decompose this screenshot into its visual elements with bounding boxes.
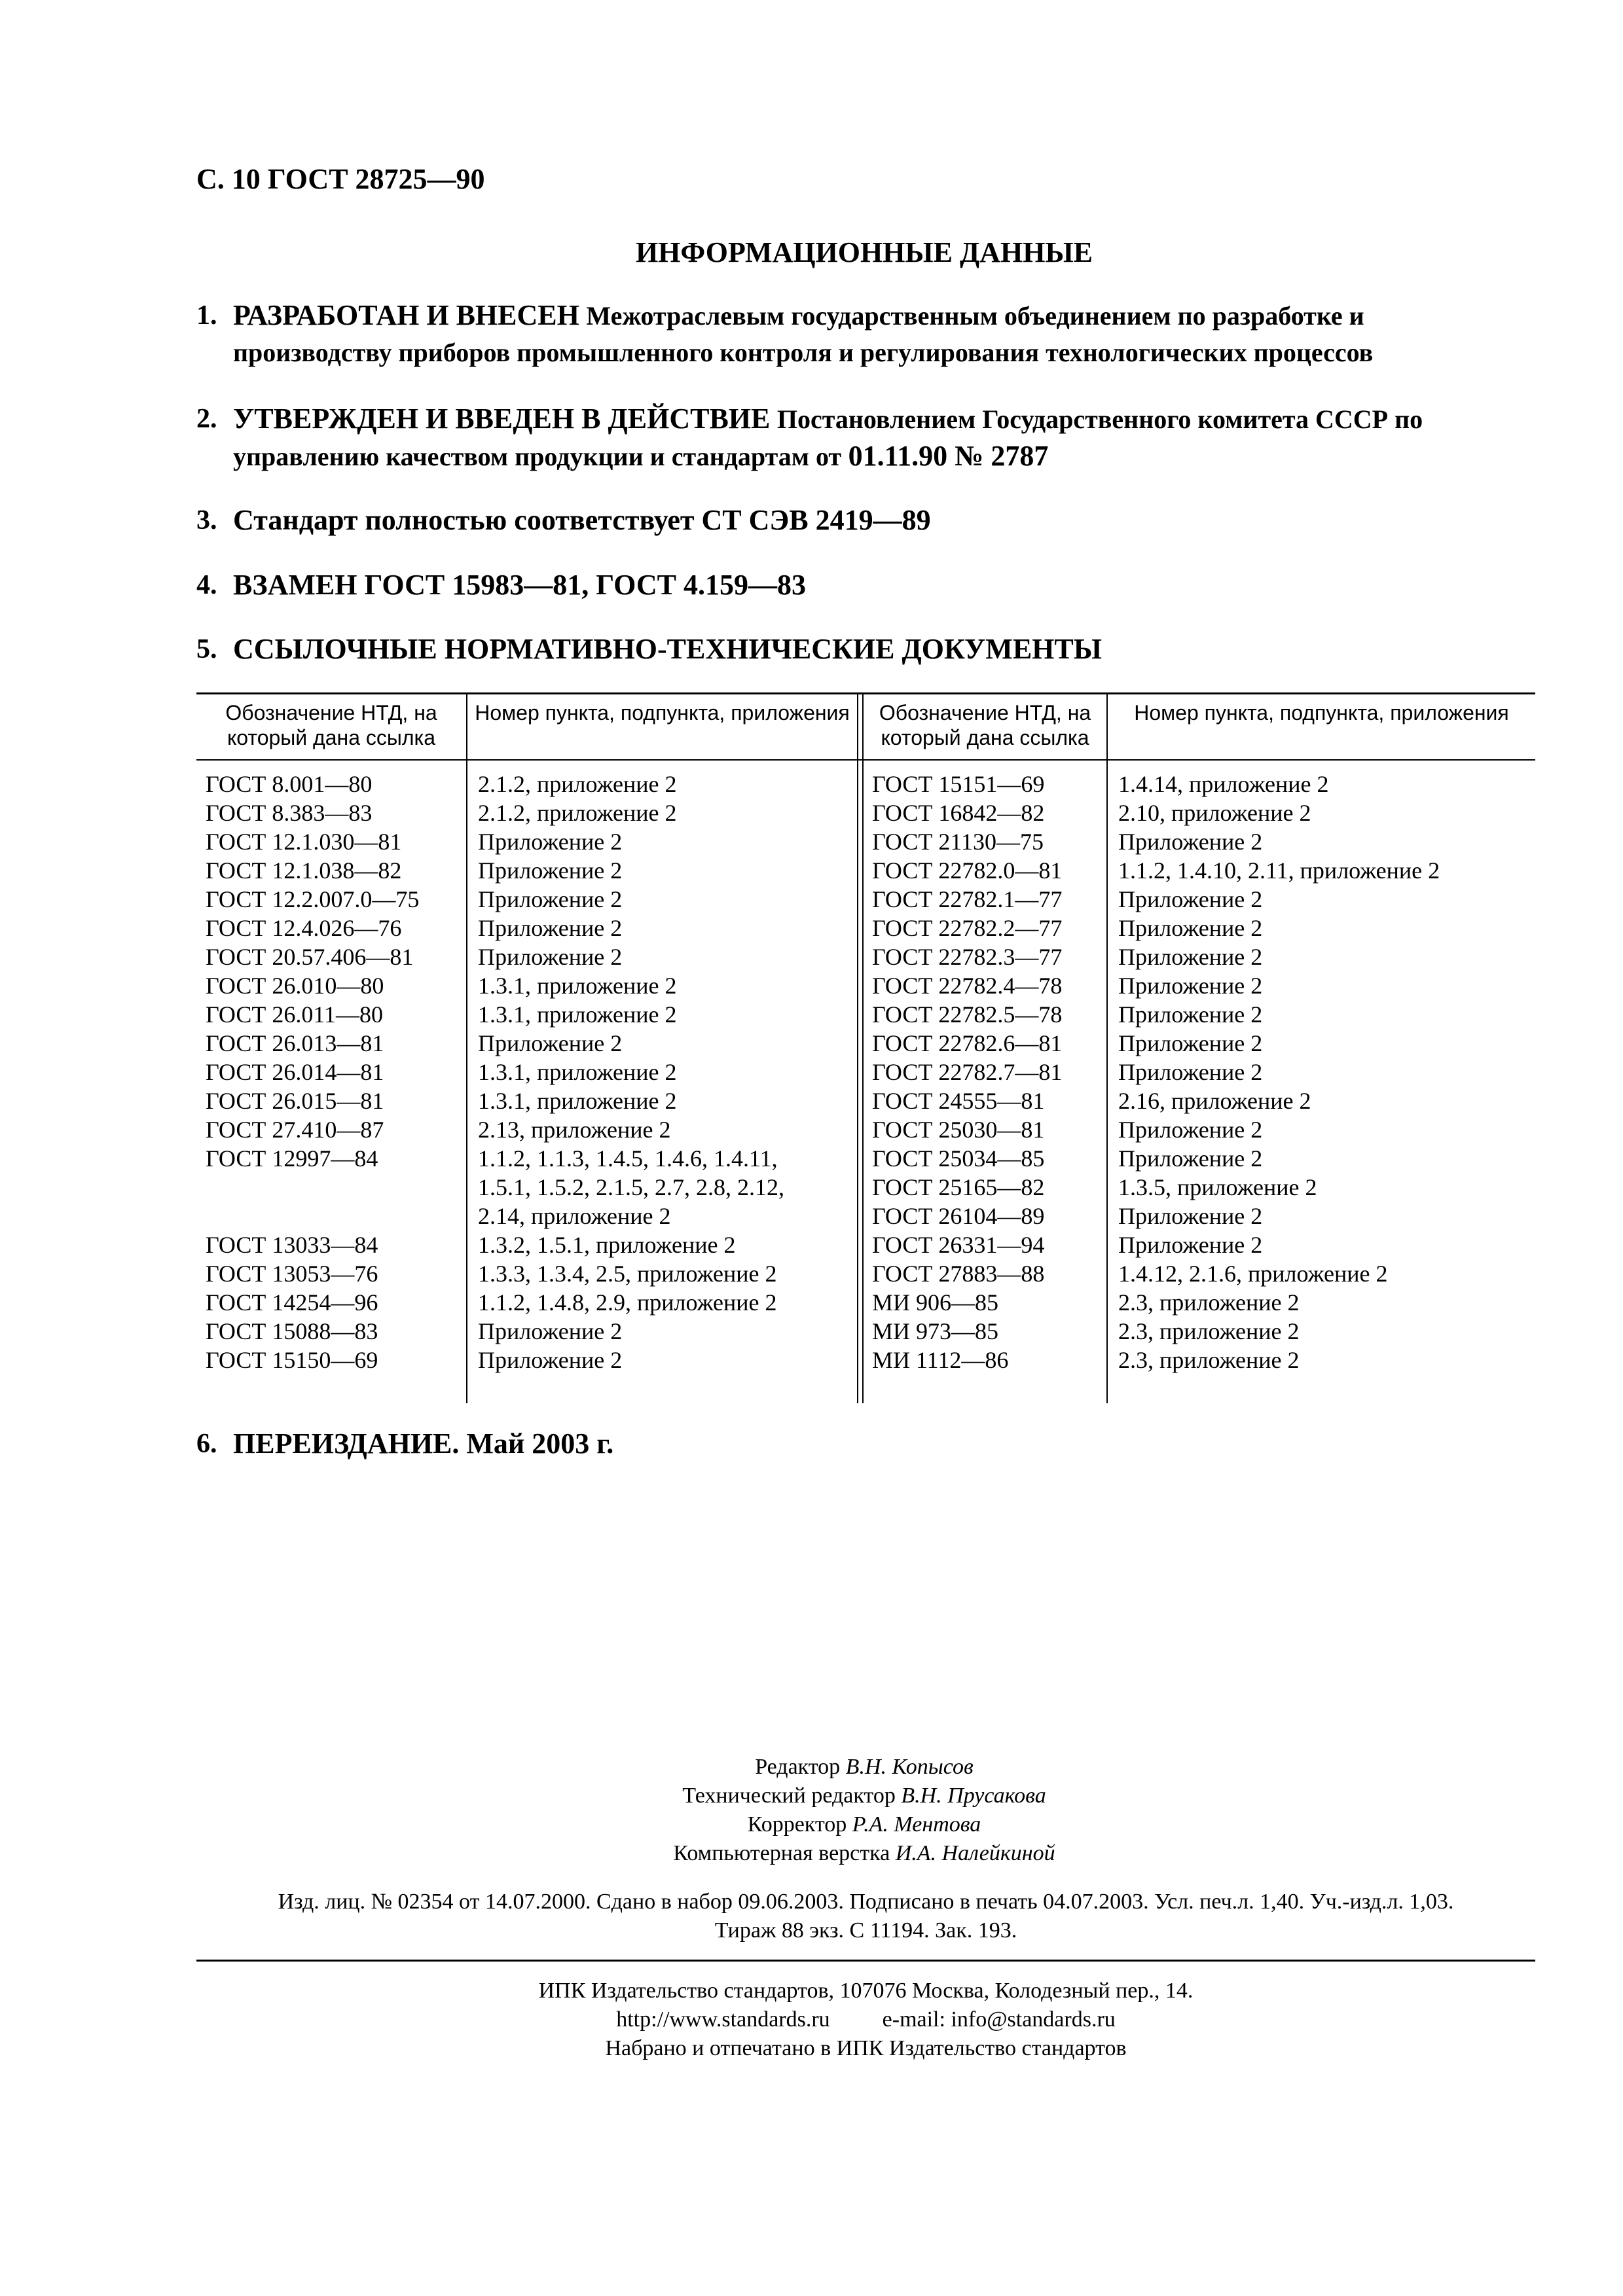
- imprint-details: Изд. лиц. № 02354 от 14.07.2000. Сдано в набор 09.06.2003. Подписано в печать 04.07.2003. Усл. печ.л. 1,40. Уч.-изд.л. 1,03.: [278, 1890, 1454, 1914]
- item-lead: УТВЕРЖДЕН И ВВЕДЕН В ДЕЙСТВИЕ: [233, 403, 771, 435]
- designation-cell: ГОСТ 14254—96: [206, 1289, 378, 1316]
- table-top-rule: [196, 692, 1535, 694]
- designation-cell: ГОСТ 27883—88: [872, 1261, 1045, 1287]
- info-item-reissue: [196, 1426, 1539, 1463]
- designation-cell: ГОСТ 22782.4—78: [872, 973, 1063, 999]
- clause-column-right: [1118, 770, 1537, 1374]
- item-number: 1.: [196, 300, 217, 331]
- designation-cell: [206, 1202, 464, 1230]
- designation-cell: МИ 906—85: [872, 1289, 999, 1316]
- clause-cell: 1.3.1, приложение 2: [478, 1088, 677, 1114]
- designation-column-right: [872, 770, 1104, 1374]
- website-link[interactable]: http://www.standards.ru: [616, 2007, 830, 2032]
- credit-proofreader: [196, 1810, 1532, 1839]
- item-number: 6.: [196, 1429, 217, 1459]
- reference-documents-table: [196, 692, 1535, 1403]
- clause-cell: 1.4.12, 2.1.6, приложение 2: [1118, 1261, 1388, 1287]
- designation-cell: ГОСТ 21130—75: [872, 829, 1044, 855]
- designation-cell: ГОСТ 22782.2—77: [872, 915, 1063, 941]
- credit-person: Р.А. Ментова: [852, 1812, 981, 1837]
- designation-column-left: [206, 770, 464, 1374]
- clause-cell: Приложение 2: [478, 886, 623, 912]
- designation-cell: ГОСТ 22782.7—81: [872, 1059, 1063, 1085]
- designation-cell: ГОСТ 24555—81: [872, 1088, 1045, 1114]
- designation-cell: ГОСТ 22782.3—77: [872, 944, 1063, 970]
- page-header: С. 10 ГОСТ 28725—90: [196, 163, 485, 195]
- clause-cell: 2.10, приложение 2: [1118, 800, 1311, 826]
- designation-cell: ГОСТ 27.410—87: [206, 1117, 384, 1143]
- designation-cell: ГОСТ 22782.1—77: [872, 886, 1063, 912]
- clause-cell: 1.3.1, приложение 2: [478, 1001, 677, 1028]
- clause-cell: 2.1.2, приложение 2: [478, 771, 677, 797]
- designation-cell: ГОСТ 22782.6—81: [872, 1030, 1063, 1056]
- designation-cell: ГОСТ 8.383—83: [206, 800, 373, 826]
- item-text: Межотраслевым государственным объединением по разработке и: [586, 301, 1364, 331]
- designation-cell: ГОСТ 16842—82: [872, 800, 1045, 826]
- info-item-conformity: [196, 502, 1539, 539]
- item-text-continued: производству приборов промышленного контроля и регулирования технологических процессов: [233, 338, 1374, 367]
- designation-cell: ГОСТ 20.57.406—81: [206, 944, 414, 970]
- clause-cell: Приложение 2: [1118, 1232, 1263, 1258]
- designation-cell: ГОСТ 25165—82: [872, 1174, 1045, 1200]
- clause-cell: Приложение 2: [1118, 886, 1263, 912]
- designation-cell: ГОСТ 22782.5—78: [872, 1001, 1063, 1028]
- item-text: ССЫЛОЧНЫЕ НОРМАТИВНО-ТЕХНИЧЕСКИЕ ДОКУМЕНТЫ: [233, 633, 1102, 665]
- item-text-continued: управлению качеством продукции и стандартам от: [233, 442, 842, 471]
- credit-person: В.Н. Копысов: [845, 1755, 974, 1779]
- designation-cell: ГОСТ 26.014—81: [206, 1059, 384, 1085]
- designation-cell: ГОСТ 13053—76: [206, 1261, 378, 1287]
- clause-cell: 2.3, приложение 2: [1118, 1318, 1300, 1344]
- designation-cell: МИ 1112—86: [872, 1347, 1009, 1373]
- clause-cell: Приложение 2: [1118, 1059, 1263, 1085]
- column-header-designation: Обозначение НТД, на который дана ссылка: [879, 701, 1091, 749]
- designation-cell: ГОСТ 26.015—81: [206, 1088, 384, 1114]
- column-divider: [1106, 692, 1108, 1403]
- item-number: 5.: [196, 634, 217, 664]
- clause-cell: Приложение 2: [478, 944, 623, 970]
- credit-editor: [196, 1753, 1532, 1782]
- item-lead: РАЗРАБОТАН И ВНЕСЕН: [233, 299, 579, 331]
- credit-person: И.А. Налейкиной: [895, 1841, 1055, 1865]
- info-item-replaces: [196, 567, 1539, 604]
- clause-cell: Приложение 2: [1118, 829, 1263, 855]
- printed-by: Набрано и отпечатано в ИПК Издательство стандартов: [605, 2036, 1127, 2060]
- clause-cell: 2.3, приложение 2: [1118, 1289, 1300, 1316]
- column-divider: [862, 692, 864, 1403]
- clause-cell: Приложение 2: [478, 915, 623, 941]
- clause-cell: Приложение 2: [1118, 1001, 1263, 1028]
- divider: [196, 1960, 1535, 1962]
- designation-cell: ГОСТ 15088—83: [206, 1318, 378, 1344]
- designation-cell: ГОСТ 22782.0—81: [872, 857, 1063, 884]
- item-text: Постановлением Государственного комитета СССР по: [776, 404, 1423, 434]
- clause-cell: 2.14, приложение 2: [478, 1203, 671, 1229]
- info-item-approved: [196, 401, 1539, 475]
- credit-person: В.Н. Прусакова: [901, 1784, 1046, 1808]
- info-item-developed: [196, 297, 1539, 371]
- clause-cell: 2.16, приложение 2: [1118, 1088, 1311, 1114]
- clause-cell: Приложение 2: [1118, 915, 1263, 941]
- clause-cell: Приложение 2: [478, 1318, 623, 1344]
- designation-cell: ГОСТ 25030—81: [872, 1117, 1045, 1143]
- publisher-block: [196, 1977, 1535, 2063]
- designation-cell: ГОСТ 12.2.007.0—75: [206, 886, 420, 912]
- designation-cell: ГОСТ 12.1.030—81: [206, 829, 402, 855]
- clause-cell: 2.3, приложение 2: [1118, 1347, 1300, 1373]
- item-text: ВЗАМЕН ГОСТ 15983—81, ГОСТ 4.159—83: [233, 569, 807, 601]
- credit-role: Редактор: [755, 1755, 841, 1779]
- credit-role: Корректор: [747, 1812, 847, 1837]
- designation-cell: ГОСТ 26104—89: [872, 1203, 1045, 1229]
- designation-cell: МИ 973—85: [872, 1318, 999, 1344]
- clause-cell: 2.1.2, приложение 2: [478, 800, 677, 826]
- decree-date-number: 01.11.90 № 2787: [848, 440, 1049, 472]
- item-text: Стандарт полностью соответствует СТ СЭВ 2419—89: [233, 504, 931, 536]
- clause-cell: 1.1.2, 1.4.10, 2.11, приложение 2: [1118, 857, 1440, 884]
- credit-role: Технический редактор: [682, 1784, 896, 1808]
- clause-cell: 1.3.3, 1.3.4, 2.5, приложение 2: [478, 1261, 777, 1287]
- publisher-contacts: [196, 2005, 1535, 2034]
- column-header-designation: Обозначение НТД, на который дана ссылка: [225, 701, 437, 749]
- clause-cell: 1.3.5, приложение 2: [1118, 1174, 1317, 1200]
- credit-tech-editor: [196, 1782, 1532, 1810]
- print-run: Тираж 88 экз. С 11194. Зак. 193.: [714, 1918, 1017, 1943]
- clause-cell: 2.13, приложение 2: [478, 1117, 671, 1143]
- clause-cell: Приложение 2: [1118, 1030, 1263, 1056]
- clause-cell: Приложение 2: [1118, 1145, 1263, 1172]
- clause-cell: Приложение 2: [478, 829, 623, 855]
- item-text: ПЕРЕИЗДАНИЕ. Май 2003 г.: [233, 1427, 614, 1460]
- designation-cell: ГОСТ 26.010—80: [206, 973, 384, 999]
- credit-layout: [196, 1839, 1532, 1868]
- designation-cell: ГОСТ 26331—94: [872, 1232, 1045, 1258]
- designation-cell: ГОСТ 12.1.038—82: [206, 857, 402, 884]
- clause-cell: 1.5.1, 1.5.2, 2.1.5, 2.7, 2.8, 2.12,: [478, 1174, 784, 1200]
- designation-cell: ГОСТ 25034—85: [872, 1145, 1045, 1172]
- clause-cell: Приложение 2: [1118, 1203, 1263, 1229]
- clause-cell: Приложение 2: [1118, 1117, 1263, 1143]
- designation-cell: ГОСТ 15151—69: [872, 771, 1045, 797]
- imprint-block: [196, 1888, 1535, 1945]
- designation-cell: ГОСТ 13033—84: [206, 1232, 378, 1258]
- column-divider: [466, 692, 467, 1403]
- clause-cell: 1.3.1, приложение 2: [478, 1059, 677, 1085]
- column-header-clause: Номер пункта, подпункта, приложения: [1134, 701, 1509, 725]
- clause-cell: Приложение 2: [1118, 944, 1263, 970]
- clause-cell: 1.1.2, 1.1.3, 1.4.5, 1.4.6, 1.4.11,: [478, 1145, 778, 1172]
- column-header-clause: Номер пункта, подпункта, приложения: [475, 701, 850, 725]
- clause-cell: Приложение 2: [478, 1347, 623, 1373]
- item-number: 4.: [196, 570, 217, 600]
- table-header-rule: [196, 759, 1535, 761]
- credits-block: [196, 1753, 1532, 1868]
- clause-cell: 1.1.2, 1.4.8, 2.9, приложение 2: [478, 1289, 777, 1316]
- publisher-address: ИПК Издательство стандартов, 107076 Москва, Колодезный пер., 14.: [538, 1979, 1194, 2003]
- clause-cell: Приложение 2: [478, 1030, 623, 1056]
- email-link[interactable]: e-mail: info@standards.ru: [882, 2007, 1116, 2032]
- designation-cell: ГОСТ 15150—69: [206, 1347, 378, 1373]
- designation-cell: ГОСТ 12997—84: [206, 1145, 378, 1172]
- credit-role: Компьютерная верстка: [673, 1841, 890, 1865]
- item-number: 3.: [196, 505, 217, 535]
- item-number: 2.: [196, 404, 217, 434]
- clause-column-left: [478, 770, 858, 1374]
- clause-cell: 1.4.14, приложение 2: [1118, 771, 1329, 797]
- designation-cell: ГОСТ 26.011—80: [206, 1001, 384, 1028]
- designation-cell: [206, 1173, 464, 1202]
- clause-cell: 1.3.1, приложение 2: [478, 973, 677, 999]
- designation-cell: ГОСТ 12.4.026—76: [206, 915, 402, 941]
- designation-cell: ГОСТ 26.013—81: [206, 1030, 384, 1056]
- clause-cell: Приложение 2: [1118, 973, 1263, 999]
- page-title: ИНФОРМАЦИОННЫЕ ДАННЫЕ: [635, 236, 1093, 268]
- designation-cell: ГОСТ 8.001—80: [206, 771, 373, 797]
- clause-cell: Приложение 2: [478, 857, 623, 884]
- info-item-references: [196, 631, 1539, 668]
- clause-cell: 1.3.2, 1.5.1, приложение 2: [478, 1232, 736, 1258]
